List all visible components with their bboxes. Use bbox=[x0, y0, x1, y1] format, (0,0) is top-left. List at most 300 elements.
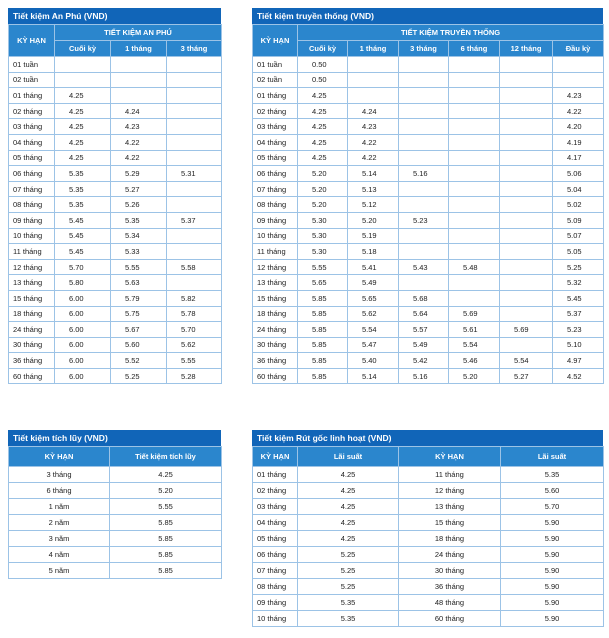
anphu-cell: 6.00 bbox=[55, 306, 111, 322]
anphu-cell bbox=[167, 134, 222, 150]
anphu-col-header: Cuối kỳ bbox=[55, 41, 111, 57]
truyenthong-cell bbox=[500, 57, 553, 73]
truyenthong-row bbox=[253, 119, 604, 135]
truyenthong-cell bbox=[449, 150, 500, 166]
anphu-row bbox=[9, 166, 222, 182]
truyenthong-cell: 5.69 bbox=[449, 306, 500, 322]
truyenthong-cell: 5.13 bbox=[348, 181, 399, 197]
rutgoc-cell: 4.25 bbox=[298, 467, 399, 483]
anphu-cell: 30 tháng bbox=[9, 337, 55, 353]
truyenthong-cell: 5.48 bbox=[449, 259, 500, 275]
truyenthong-cell: 5.20 bbox=[298, 166, 348, 182]
truyenthong-row bbox=[253, 290, 604, 306]
truyenthong-row bbox=[253, 197, 604, 213]
rutgoc-cell: 05 tháng bbox=[253, 531, 298, 547]
tichluy-row bbox=[9, 531, 222, 547]
truyenthong-cell: 4.23 bbox=[553, 88, 604, 104]
truyenthong-cell: 24 tháng bbox=[253, 322, 298, 338]
truyenthong-cell: 07 tháng bbox=[253, 181, 298, 197]
truyenthong-cell: 01 tuần bbox=[253, 57, 298, 73]
truyenthong-cell: 4.25 bbox=[298, 88, 348, 104]
anphu-cell: 04 tháng bbox=[9, 134, 55, 150]
truyenthong-cell bbox=[449, 290, 500, 306]
anphu-row bbox=[9, 275, 222, 291]
anphu-cell: 6.00 bbox=[55, 322, 111, 338]
anphu-cell: 06 tháng bbox=[9, 166, 55, 182]
truyenthong-cell bbox=[399, 119, 449, 135]
truyenthong-cell: 5.32 bbox=[553, 275, 604, 291]
rutgoc-cell: 11 tháng bbox=[399, 467, 501, 483]
tichluy-cell: 6 tháng bbox=[9, 483, 110, 499]
truyenthong-cell: 60 tháng bbox=[253, 368, 298, 384]
truyenthong-cell: 4.52 bbox=[553, 368, 604, 384]
truyenthong-cell bbox=[348, 57, 399, 73]
rutgoc-cell: 10 tháng bbox=[253, 611, 298, 627]
rutgoc-cell: 18 tháng bbox=[399, 531, 501, 547]
anphu-cell: 4.22 bbox=[111, 134, 167, 150]
truyenthong-cell: 11 tháng bbox=[253, 244, 298, 260]
anphu-cell: 5.52 bbox=[111, 353, 167, 369]
tichluy-cell: 5.55 bbox=[110, 499, 222, 515]
truyenthong-row bbox=[253, 322, 604, 338]
anphu-cell bbox=[167, 103, 222, 119]
truyenthong-row bbox=[253, 337, 604, 353]
rutgoc-cell: 02 tháng bbox=[253, 483, 298, 499]
anphu-cell: 5.63 bbox=[111, 275, 167, 291]
truyenthong-row bbox=[253, 134, 604, 150]
anphu-cell: 36 tháng bbox=[9, 353, 55, 369]
tichluy-term-header: KỲ HẠN bbox=[9, 447, 110, 467]
rutgoc-cell: 5.90 bbox=[501, 563, 604, 579]
anphu-cell bbox=[167, 150, 222, 166]
anphu-cell: 5.75 bbox=[111, 306, 167, 322]
truyenthong-cell: 5.85 bbox=[298, 322, 348, 338]
truyenthong-col-header: 12 tháng bbox=[500, 41, 553, 57]
truyenthong-cell: 5.64 bbox=[399, 306, 449, 322]
rutgoc-cell: 36 tháng bbox=[399, 579, 501, 595]
anphu-cell: 5.45 bbox=[55, 212, 111, 228]
anphu-cell: 5.27 bbox=[111, 181, 167, 197]
truyenthong-cell bbox=[553, 72, 604, 88]
truyenthong-cell: 5.23 bbox=[553, 322, 604, 338]
truyenthong-cell bbox=[500, 290, 553, 306]
anphu-cell bbox=[167, 72, 222, 88]
tichluy-panel bbox=[8, 430, 221, 579]
rutgoc-cell: 60 tháng bbox=[399, 611, 501, 627]
anphu-cell: 5.55 bbox=[167, 353, 222, 369]
truyenthong-cell bbox=[449, 275, 500, 291]
anphu-cell bbox=[167, 275, 222, 291]
truyenthong-cell bbox=[449, 134, 500, 150]
anphu-cell bbox=[167, 228, 222, 244]
anphu-cell: 5.37 bbox=[167, 212, 222, 228]
truyenthong-cell bbox=[500, 181, 553, 197]
truyenthong-cell: 4.20 bbox=[553, 119, 604, 135]
truyenthong-row bbox=[253, 57, 604, 73]
truyenthong-cell: 0.50 bbox=[298, 72, 348, 88]
tichluy-table bbox=[8, 446, 222, 579]
truyenthong-cell: 4.19 bbox=[553, 134, 604, 150]
anphu-term-header: KỲ HẠN bbox=[9, 25, 55, 57]
rutgoc-cell: 01 tháng bbox=[253, 467, 298, 483]
tichluy-row bbox=[9, 499, 222, 515]
truyenthong-cell: 5.20 bbox=[449, 368, 500, 384]
truyenthong-row bbox=[253, 306, 604, 322]
rutgoc-row bbox=[253, 531, 604, 547]
truyenthong-cell bbox=[449, 197, 500, 213]
anphu-row bbox=[9, 150, 222, 166]
tichluy-cell: 5 năm bbox=[9, 563, 110, 579]
truyenthong-cell: 5.07 bbox=[553, 228, 604, 244]
tichluy-row bbox=[9, 563, 222, 579]
truyenthong-cell: 5.85 bbox=[298, 353, 348, 369]
anphu-row bbox=[9, 337, 222, 353]
truyenthong-cell: 5.85 bbox=[298, 368, 348, 384]
truyenthong-cell: 12 tháng bbox=[253, 259, 298, 275]
tichluy-cell: 5.85 bbox=[110, 547, 222, 563]
anphu-cell: 4.25 bbox=[55, 134, 111, 150]
anphu-cell: 01 tuần bbox=[9, 57, 55, 73]
truyenthong-cell: 5.12 bbox=[348, 197, 399, 213]
rutgoc-cell: 5.35 bbox=[501, 467, 604, 483]
truyenthong-cell bbox=[399, 134, 449, 150]
truyenthong-cell: 4.17 bbox=[553, 150, 604, 166]
truyenthong-cell: 5.49 bbox=[399, 337, 449, 353]
truyenthong-cell: 5.68 bbox=[399, 290, 449, 306]
tichluy-cell: 3 tháng bbox=[9, 467, 110, 483]
truyenthong-cell: 02 tuần bbox=[253, 72, 298, 88]
truyenthong-cell bbox=[449, 244, 500, 260]
truyenthong-cell bbox=[449, 88, 500, 104]
truyenthong-cell bbox=[500, 72, 553, 88]
anphu-cell: 02 tháng bbox=[9, 103, 55, 119]
anphu-cell: 5.45 bbox=[55, 228, 111, 244]
truyenthong-cell bbox=[500, 150, 553, 166]
truyenthong-panel bbox=[252, 8, 603, 384]
rutgoc-row bbox=[253, 515, 604, 531]
tichluy-row bbox=[9, 547, 222, 563]
truyenthong-cell: 5.41 bbox=[348, 259, 399, 275]
truyenthong-cell bbox=[399, 150, 449, 166]
truyenthong-cell: 4.25 bbox=[298, 134, 348, 150]
anphu-cell: 5.45 bbox=[55, 244, 111, 260]
truyenthong-group-header: TIẾT KIỆM TRUYỀN THỐNG bbox=[298, 25, 604, 41]
anphu-cell: 15 tháng bbox=[9, 290, 55, 306]
anphu-cell: 5.67 bbox=[111, 322, 167, 338]
truyenthong-cell: 5.42 bbox=[399, 353, 449, 369]
truyenthong-cell: 5.65 bbox=[298, 275, 348, 291]
anphu-cell bbox=[167, 57, 222, 73]
truyenthong-cell: 4.22 bbox=[553, 103, 604, 119]
truyenthong-row bbox=[253, 244, 604, 260]
anphu-row bbox=[9, 197, 222, 213]
truyenthong-cell bbox=[449, 72, 500, 88]
truyenthong-cell: 5.85 bbox=[298, 306, 348, 322]
truyenthong-cell: 5.55 bbox=[298, 259, 348, 275]
truyenthong-cell: 5.30 bbox=[298, 244, 348, 260]
truyenthong-cell: 5.19 bbox=[348, 228, 399, 244]
truyenthong-cell: 5.16 bbox=[399, 166, 449, 182]
anphu-cell bbox=[55, 72, 111, 88]
tichluy-cell: 5.85 bbox=[110, 531, 222, 547]
truyenthong-cell: 5.30 bbox=[298, 228, 348, 244]
anphu-cell: 5.29 bbox=[111, 166, 167, 182]
truyenthong-cell: 5.05 bbox=[553, 244, 604, 260]
anphu-cell: 4.25 bbox=[55, 119, 111, 135]
rutgoc-cell: 30 tháng bbox=[399, 563, 501, 579]
rutgoc-cell: 24 tháng bbox=[399, 547, 501, 563]
truyenthong-cell: 5.20 bbox=[348, 212, 399, 228]
truyenthong-row bbox=[253, 88, 604, 104]
truyenthong-cell: 5.25 bbox=[553, 259, 604, 275]
rutgoc-cell: 5.35 bbox=[298, 595, 399, 611]
anphu-cell: 5.35 bbox=[55, 181, 111, 197]
tichluy-cell: 5.85 bbox=[110, 515, 222, 531]
truyenthong-row bbox=[253, 181, 604, 197]
anphu-cell: 10 tháng bbox=[9, 228, 55, 244]
truyenthong-cell bbox=[449, 228, 500, 244]
truyenthong-cell bbox=[399, 72, 449, 88]
anphu-cell: 60 tháng bbox=[9, 368, 55, 384]
truyenthong-row bbox=[253, 368, 604, 384]
truyenthong-cell: 5.57 bbox=[399, 322, 449, 338]
anphu-cell bbox=[55, 57, 111, 73]
anphu-cell: 5.26 bbox=[111, 197, 167, 213]
anphu-cell: 5.34 bbox=[111, 228, 167, 244]
truyenthong-cell: 13 tháng bbox=[253, 275, 298, 291]
tichluy-cell: 4.25 bbox=[110, 467, 222, 483]
truyenthong-cell: 5.43 bbox=[399, 259, 449, 275]
tichluy-row bbox=[9, 483, 222, 499]
truyenthong-title: Tiết kiệm truyền thống (VND) bbox=[252, 8, 603, 24]
anphu-cell: 09 tháng bbox=[9, 212, 55, 228]
truyenthong-cell: 5.37 bbox=[553, 306, 604, 322]
truyenthong-cell: 04 tháng bbox=[253, 134, 298, 150]
truyenthong-table bbox=[252, 24, 604, 384]
truyenthong-cell: 05 tháng bbox=[253, 150, 298, 166]
truyenthong-cell bbox=[500, 228, 553, 244]
truyenthong-cell: 4.23 bbox=[348, 119, 399, 135]
tichluy-cell: 2 năm bbox=[9, 515, 110, 531]
truyenthong-cell: 4.25 bbox=[298, 103, 348, 119]
truyenthong-cell bbox=[399, 244, 449, 260]
truyenthong-cell bbox=[500, 134, 553, 150]
anphu-cell: 6.00 bbox=[55, 337, 111, 353]
rutgoc-cell: 5.90 bbox=[501, 531, 604, 547]
truyenthong-cell: 5.62 bbox=[348, 306, 399, 322]
anphu-row bbox=[9, 228, 222, 244]
anphu-row bbox=[9, 306, 222, 322]
rutgoc-cell: 5.70 bbox=[501, 499, 604, 515]
rutgoc-cell: 08 tháng bbox=[253, 579, 298, 595]
rutgoc-row bbox=[253, 563, 604, 579]
anphu-row bbox=[9, 134, 222, 150]
truyenthong-cell: 18 tháng bbox=[253, 306, 298, 322]
rutgoc-cell: 4.25 bbox=[298, 499, 399, 515]
anphu-cell: 6.00 bbox=[55, 290, 111, 306]
truyenthong-cell: 06 tháng bbox=[253, 166, 298, 182]
anphu-row bbox=[9, 181, 222, 197]
truyenthong-col-header: 1 tháng bbox=[348, 41, 399, 57]
truyenthong-cell bbox=[500, 212, 553, 228]
anphu-cell: 4.25 bbox=[55, 88, 111, 104]
rutgoc-cell: 12 tháng bbox=[399, 483, 501, 499]
truyenthong-cell: 5.10 bbox=[553, 337, 604, 353]
anphu-cell: 5.55 bbox=[111, 259, 167, 275]
rutgoc-cell: 5.90 bbox=[501, 611, 604, 627]
anphu-row bbox=[9, 88, 222, 104]
rutgoc-cell: 15 tháng bbox=[399, 515, 501, 531]
truyenthong-row bbox=[253, 353, 604, 369]
truyenthong-cell bbox=[500, 103, 553, 119]
truyenthong-cell: 36 tháng bbox=[253, 353, 298, 369]
truyenthong-cell bbox=[500, 166, 553, 182]
truyenthong-cell: 5.54 bbox=[500, 353, 553, 369]
truyenthong-cell: 5.54 bbox=[449, 337, 500, 353]
truyenthong-cell: 4.22 bbox=[348, 134, 399, 150]
rutgoc-cell: 5.90 bbox=[501, 515, 604, 531]
anphu-cell: 5.78 bbox=[167, 306, 222, 322]
tichluy-row bbox=[9, 467, 222, 483]
anphu-cell: 5.60 bbox=[111, 337, 167, 353]
tichluy-cell: 4 năm bbox=[9, 547, 110, 563]
anphu-cell: 5.35 bbox=[55, 166, 111, 182]
truyenthong-row bbox=[253, 212, 604, 228]
truyenthong-cell: 5.40 bbox=[348, 353, 399, 369]
truyenthong-cell: 5.69 bbox=[500, 322, 553, 338]
anphu-row bbox=[9, 259, 222, 275]
anphu-cell: 07 tháng bbox=[9, 181, 55, 197]
truyenthong-cell: 5.06 bbox=[553, 166, 604, 182]
tichluy-title: Tiết kiệm tích lũy (VND) bbox=[8, 430, 221, 446]
truyenthong-cell: 30 tháng bbox=[253, 337, 298, 353]
truyenthong-cell: 01 tháng bbox=[253, 88, 298, 104]
truyenthong-cell bbox=[399, 57, 449, 73]
truyenthong-row bbox=[253, 166, 604, 182]
truyenthong-cell: 5.16 bbox=[399, 368, 449, 384]
anphu-row bbox=[9, 244, 222, 260]
anphu-row bbox=[9, 103, 222, 119]
anphu-cell bbox=[167, 119, 222, 135]
anphu-cell bbox=[167, 181, 222, 197]
rutgoc-cell: 48 tháng bbox=[399, 595, 501, 611]
truyenthong-col-header: 6 tháng bbox=[449, 41, 500, 57]
anphu-col-header: 1 tháng bbox=[111, 41, 167, 57]
anphu-table bbox=[8, 24, 222, 384]
rutgoc-row bbox=[253, 547, 604, 563]
rutgoc-row bbox=[253, 579, 604, 595]
truyenthong-cell: 08 tháng bbox=[253, 197, 298, 213]
tichluy-row bbox=[9, 515, 222, 531]
anphu-cell: 4.24 bbox=[111, 103, 167, 119]
truyenthong-cell: 4.22 bbox=[348, 150, 399, 166]
truyenthong-cell: 5.54 bbox=[348, 322, 399, 338]
anphu-cell bbox=[111, 72, 167, 88]
truyenthong-cell bbox=[500, 337, 553, 353]
truyenthong-cell: 5.85 bbox=[298, 290, 348, 306]
truyenthong-cell bbox=[449, 119, 500, 135]
truyenthong-cell bbox=[449, 57, 500, 73]
anphu-row bbox=[9, 322, 222, 338]
truyenthong-cell: 4.25 bbox=[298, 150, 348, 166]
truyenthong-col-header: 3 tháng bbox=[399, 41, 449, 57]
truyenthong-cell: 5.04 bbox=[553, 181, 604, 197]
truyenthong-cell bbox=[500, 197, 553, 213]
truyenthong-cell: 5.14 bbox=[348, 368, 399, 384]
rutgoc-title: Tiết kiệm Rút gốc linh hoạt (VND) bbox=[252, 430, 603, 446]
truyenthong-cell: 5.30 bbox=[298, 212, 348, 228]
truyenthong-cell: 5.23 bbox=[399, 212, 449, 228]
anphu-cell bbox=[167, 197, 222, 213]
rutgoc-cell: 5.25 bbox=[298, 547, 399, 563]
rutgoc-cell: 06 tháng bbox=[253, 547, 298, 563]
truyenthong-cell bbox=[500, 88, 553, 104]
anphu-cell: 5.28 bbox=[167, 368, 222, 384]
anphu-group-header: TIẾT KIỆM AN PHÚ bbox=[55, 25, 222, 41]
truyenthong-cell: 5.61 bbox=[449, 322, 500, 338]
rutgoc-cell: 03 tháng bbox=[253, 499, 298, 515]
tichluy-cell: 1 năm bbox=[9, 499, 110, 515]
anphu-cell: 5.35 bbox=[111, 212, 167, 228]
truyenthong-cell bbox=[399, 228, 449, 244]
rutgoc-cell: 07 tháng bbox=[253, 563, 298, 579]
anphu-cell: 11 tháng bbox=[9, 244, 55, 260]
truyenthong-cell: 0.50 bbox=[298, 57, 348, 73]
tichluy-rate-header: Tiết kiệm tích lũy bbox=[110, 447, 222, 467]
anphu-cell bbox=[167, 244, 222, 260]
anphu-cell: 4.22 bbox=[111, 150, 167, 166]
rutgoc-cell: 4.25 bbox=[298, 483, 399, 499]
rutgoc-cell: 5.25 bbox=[298, 563, 399, 579]
truyenthong-row bbox=[253, 259, 604, 275]
truyenthong-cell: 09 tháng bbox=[253, 212, 298, 228]
anphu-cell: 05 tháng bbox=[9, 150, 55, 166]
anphu-cell: 01 tháng bbox=[9, 88, 55, 104]
tichluy-cell: 5.85 bbox=[110, 563, 222, 579]
anphu-cell: 18 tháng bbox=[9, 306, 55, 322]
tichluy-cell: 5.20 bbox=[110, 483, 222, 499]
truyenthong-cell: 4.97 bbox=[553, 353, 604, 369]
anphu-cell: 5.80 bbox=[55, 275, 111, 291]
anphu-cell: 5.82 bbox=[167, 290, 222, 306]
truyenthong-col-header: Cuối kỳ bbox=[298, 41, 348, 57]
truyenthong-cell bbox=[449, 212, 500, 228]
rutgoc-rate-header: Lãi suất bbox=[298, 447, 399, 467]
anphu-cell: 5.31 bbox=[167, 166, 222, 182]
anphu-cell bbox=[111, 57, 167, 73]
rutgoc-cell: 5.25 bbox=[298, 579, 399, 595]
truyenthong-cell: 5.47 bbox=[348, 337, 399, 353]
truyenthong-cell: 4.25 bbox=[298, 119, 348, 135]
rutgoc-cell: 4.25 bbox=[298, 515, 399, 531]
anphu-cell: 12 tháng bbox=[9, 259, 55, 275]
truyenthong-term-header: KỲ HẠN bbox=[253, 25, 298, 57]
anphu-title: Tiết kiệm An Phú (VND) bbox=[8, 8, 221, 24]
anphu-cell: 02 tuần bbox=[9, 72, 55, 88]
truyenthong-cell bbox=[500, 244, 553, 260]
rutgoc-row bbox=[253, 611, 604, 627]
anphu-row bbox=[9, 353, 222, 369]
anphu-row bbox=[9, 368, 222, 384]
anphu-row bbox=[9, 119, 222, 135]
truyenthong-cell bbox=[348, 88, 399, 104]
truyenthong-row bbox=[253, 72, 604, 88]
anphu-cell: 4.25 bbox=[55, 103, 111, 119]
rutgoc-term-header: KỲ HẠN bbox=[253, 447, 298, 467]
rutgoc-cell: 5.90 bbox=[501, 595, 604, 611]
anphu-cell: 5.58 bbox=[167, 259, 222, 275]
anphu-cell: 5.79 bbox=[111, 290, 167, 306]
